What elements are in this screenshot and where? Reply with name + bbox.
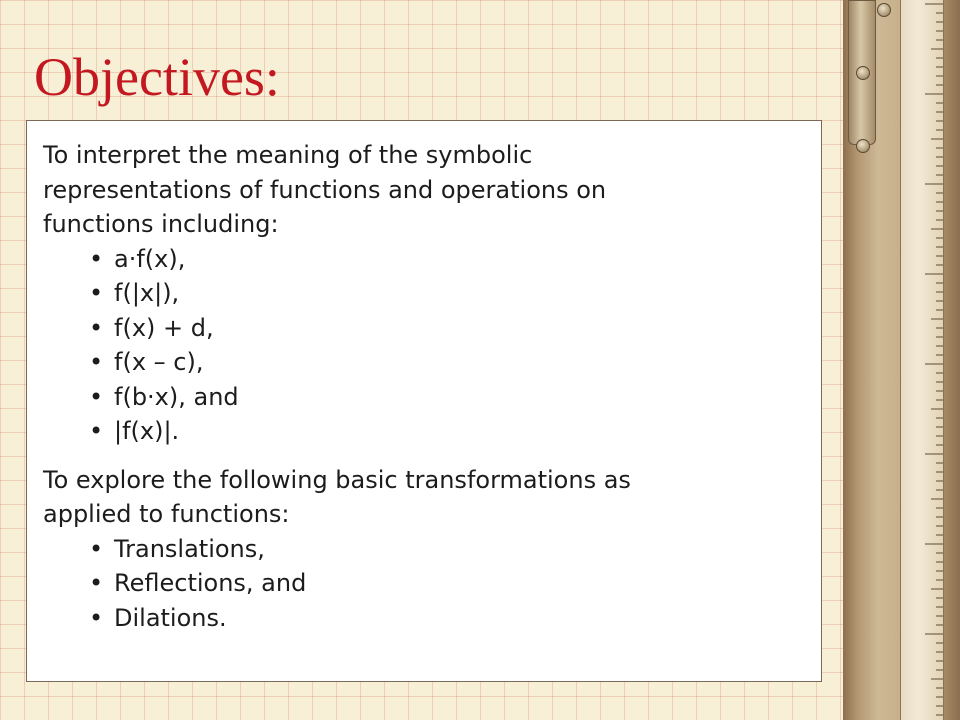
section1-intro-line: functions including: xyxy=(43,210,279,238)
list-item: • f(|x|), xyxy=(89,276,803,311)
screw-icon xyxy=(856,66,870,80)
screw-icon xyxy=(856,139,870,153)
list-item: • Translations, xyxy=(89,532,803,567)
screw-icon xyxy=(877,3,891,17)
ruler-ticks xyxy=(901,0,943,720)
section1-intro-line: representations of functions and operations on xyxy=(43,175,607,204)
objectives-box xyxy=(26,120,822,682)
list-item: • a·f(x), xyxy=(89,242,803,277)
section1-intro-line: To interpret the meaning of the symbolic xyxy=(43,141,533,169)
objectives-content xyxy=(43,138,803,635)
list-item: • Dilations. xyxy=(89,601,803,636)
list-item: • f(x) + d, xyxy=(89,311,803,346)
list-item: • f(b·x), and xyxy=(89,380,803,415)
list-item: • Reflections, and xyxy=(89,566,803,601)
section2-intro-line: applied to functions: xyxy=(43,500,290,528)
section1-intro xyxy=(43,138,803,242)
section2-intro-line: To explore the following basic transformations as xyxy=(43,465,631,494)
list-item: • |f(x)|. xyxy=(89,414,803,449)
section2-bullet-list xyxy=(43,532,803,636)
ruler-scale xyxy=(900,0,944,720)
section2-intro xyxy=(43,463,803,532)
section-spacer xyxy=(43,449,803,463)
page-title: Objectives: xyxy=(34,47,280,107)
list-item: • f(x – c), xyxy=(89,345,803,380)
section1-bullet-list xyxy=(43,242,803,449)
